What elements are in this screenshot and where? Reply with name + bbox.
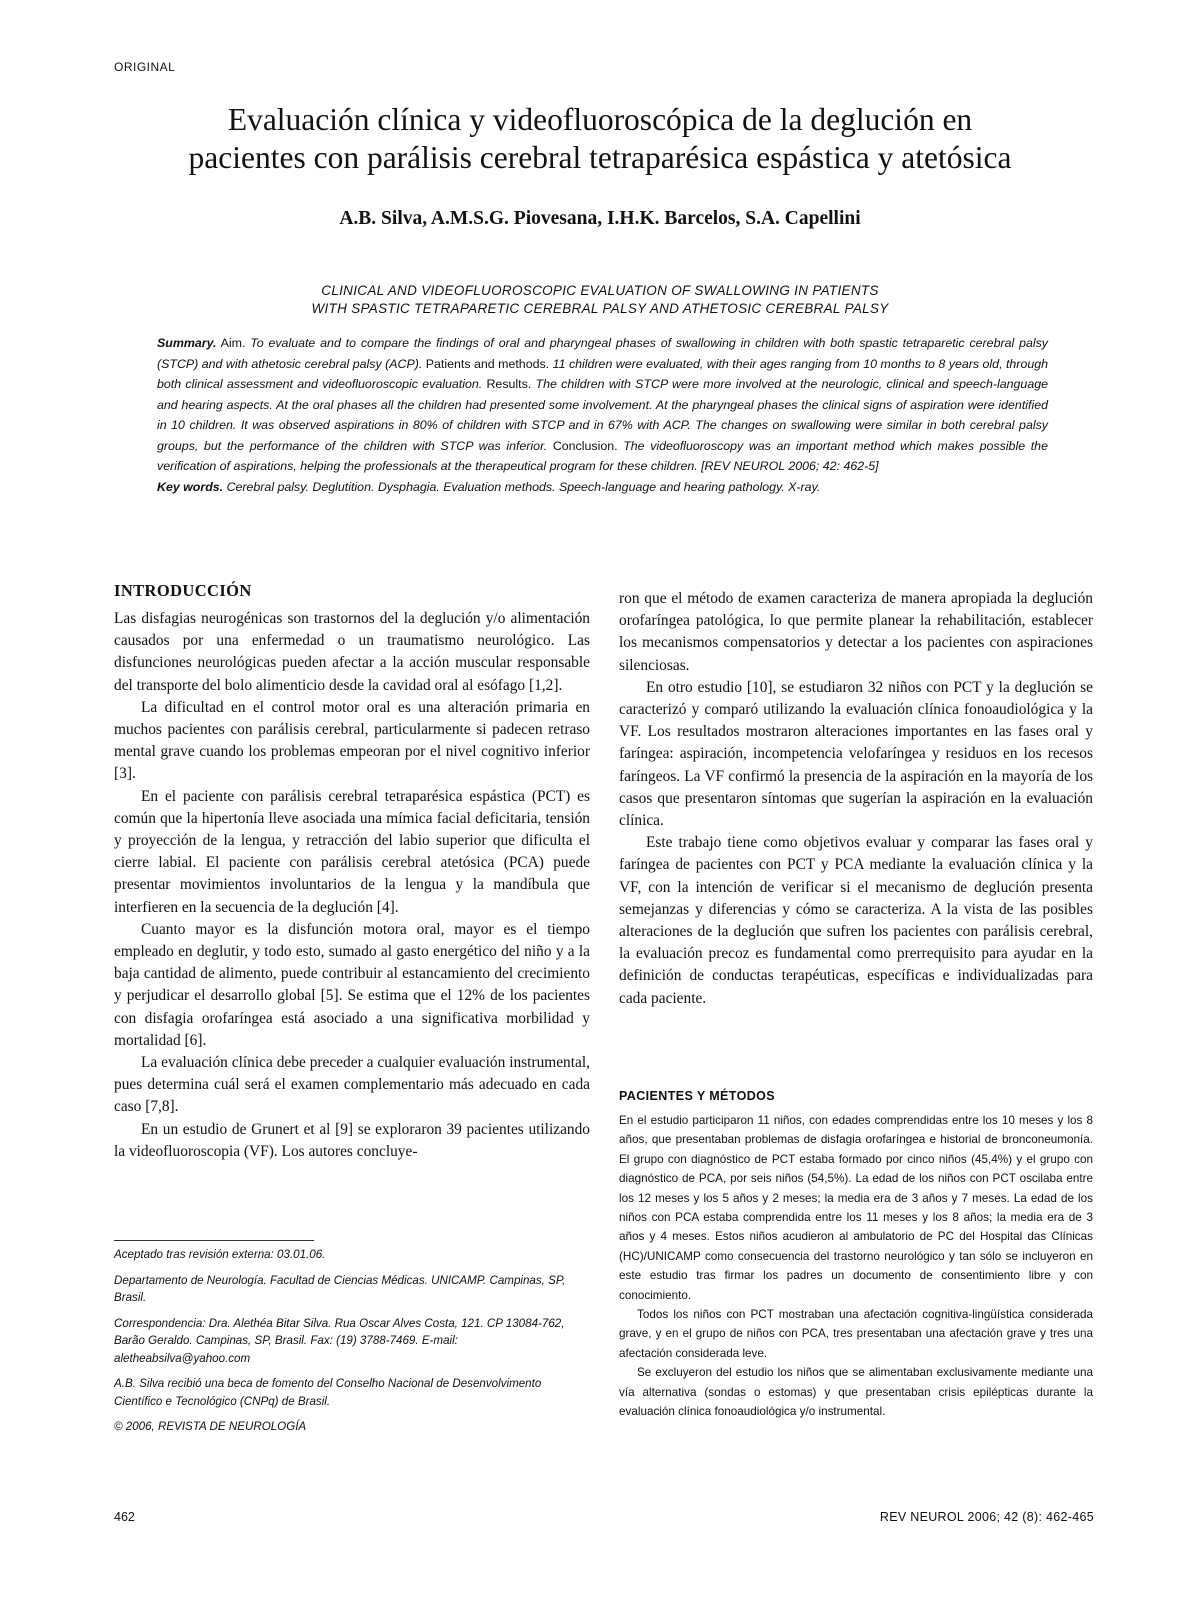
article-title-line-1: Evaluación clínica y videofluoroscópica de la deglución en bbox=[227, 102, 973, 137]
journal-citation: REV NEUROL 2006; 42 (8): 462-465 bbox=[879, 1510, 1094, 1524]
authors: A.B. Silva, A.M.S.G. Piovesana, I.H.K. Barcelos, S.A. Capellini bbox=[339, 208, 861, 229]
article-title bbox=[100, 101, 1100, 177]
accepted-note: Aceptado tras revisión externa: 03.01.06. bbox=[114, 1248, 326, 1261]
footnotes bbox=[114, 1246, 590, 1444]
keywords-label: Key words. bbox=[157, 479, 224, 494]
conclusion-text: The videofluoroscopy was an important method which makes possible the verification of aspirations, helping the professionals at the therapeutical program for these children. [REV NEUROL 2006; 42: 462-5] bbox=[157, 438, 1048, 473]
intro-paragraph: Las disfagias neurogénicas son trastornos del la deglución y/o alimentación causados por una enfermedad o un traumatismo neurológico. Las disfunciones neurológicas pueden afectar a la acción muscular responsable del transporte del bolo alimenticio desde la cavidad oral al esófago [1,2]. bbox=[114, 610, 590, 694]
methods-label: Patients and methods. bbox=[425, 356, 550, 371]
intro-heading: INTRODUCCIÓN bbox=[114, 581, 252, 600]
intro-paragraph: Este trabajo tiene como objetivos evaluar y comparar las fases oral y faríngea de pacientes con PCT y PCA mediante la evaluación clínica y la VF, con la intención de verificar si el mecanismo de deglución presenta semejanzas y diferencias y cómo se caracteriza. A la vista de las posibles alteraciones de la deglución que sufren los pacientes con parálisis cerebral, la evaluación precoz es fundamental como prerrequisito para ayudar en la definición de conductas terapéuticas, específicas e individualizadas para cada paciente. bbox=[619, 834, 1093, 1007]
summary-paragraph bbox=[157, 333, 1048, 477]
intro-paragraph: Cuanto mayor es la disfunción motora oral, mayor es el tiempo empleado en deglutir, y todo esto, sumado al gasto energético del niño y a la baja cantidad de alimento, puede contribuir al estancamiento del crecimiento y perjudicar el desarrollo global [5]. Se estima que el 12% de los pacientes con disfagia orofaríngea está asociado a una significativa morbilidad y mortalidad [6]. bbox=[114, 920, 590, 1049]
keywords-text: Cerebral palsy. Deglutition. Dysphagia. Evaluation methods. Speech-language and hearing pathology. X-ray. bbox=[226, 479, 821, 494]
intro-paragraph: En un estudio de Grunert et al [9] se exploraron 39 pacientes utilizando la videofluoroscopia (VF). Los autores concluye- bbox=[114, 1120, 590, 1160]
english-title bbox=[150, 282, 1050, 318]
results-text: The children with STCP were more involved at the neurologic, clinical and speech-language and hearing aspects. At the oral phases all the children had presented some involvement. At the pharyngeal phases the clinical signs of aspiration were identified in 10 children. It was observed aspirations in 80% of children with STCP and in 67% with ACP. The changes on swallowing were similar in both cerebral palsy groups, but the performance of the children with STCP was inferior. bbox=[157, 377, 1048, 453]
methods-paragraph: Se excluyeron del estudio los niños que se alimentaban exclusivamente mediante una vía alternativa (sondas o estomas) y que presentaban crisis epilépticas durante la evaluación clínica fonoaudiológica y/o instrumental. bbox=[619, 1366, 1093, 1419]
funding-note: A.B. Silva recibió una beca de fomento del Conselho Nacional de Desenvolvimento Científico e Tecnológico (CNPq) de Brasil. bbox=[114, 1377, 542, 1408]
column-left bbox=[114, 608, 590, 1163]
methods-text-block bbox=[619, 1111, 1093, 1422]
intro-paragraph: La dificultad en el control motor oral es una alteración primaria en muchos pacientes con parálisis cerebral, particularmente si padecen retraso mental grave cuando los problemas empeoran por el nivel cognitivo inferior [3]. bbox=[114, 698, 590, 783]
correspondence-note: Correspondencia: Dra. Alethéa Bitar Silva. Rua Oscar Alves Costa, 121. CP 13084-762, Barão Geraldo. Campinas, SP, Brasil. Fax: (19) 3788-7469. E-mail: aletheabsilva@yahoo.com bbox=[114, 1316, 565, 1365]
aim-text: To evaluate and to compare the findings of oral and pharyngeal phases of swallowing in children with both spastic tetraparetic cerebral palsy (STCP) and with athetosic cerebral palsy (ACP). bbox=[157, 336, 1048, 371]
english-title-line-1: CLINICAL AND VIDEOFLUOROSCOPIC EVALUATION OF SWALLOWING IN PATIENTS bbox=[321, 283, 879, 298]
methods-paragraph: En el estudio participaron 11 niños, con edades comprendidas entre los 10 meses y los 8 años, que presentaban problemas de disfagia orofaríngea e historial de bronconeumonía. El grupo con diagnóstico de PCT estaba formado por cinco niños (45,4%) y el grupo con diagnóstico de PCA, por seis niños (54,5%). La edad de los niños con PCT oscilaba entre los 12 meses y los 5 años y 2 meses; la media era de 3 años y 7 meses. La edad de los niños con PCA estaba comprendida entre los 11 meses y los 8 años; la media era de 3 años y 4 meses. Estos niños acudieron al ambulatorio de PC del Hospital das Clínicas (HC)/UNICAMP como consecuencia del trastorno neurológico y tan sólo se incluyeron en este estudio tras firmar los padres un documento de consentimiento libre y con conocimiento. bbox=[619, 1114, 1093, 1302]
english-title-line-2: WITH SPASTIC TETRAPARETIC CEREBRAL PALSY AND ATHETOSIC CEREBRAL PALSY bbox=[311, 301, 889, 316]
aim-label: Aim. bbox=[220, 336, 246, 350]
column-right bbox=[619, 588, 1093, 1010]
intro-paragraph-continued: ron que el método de examen caracteriza de manera apropiada la deglución orofaríngea patológica, lo que permite planear la rehabilitación, establecer los mecanismos compensatorios y detectar a los pacientes con aspiraciones silenciosas. bbox=[619, 590, 1093, 674]
intro-paragraph: En el paciente con parálisis cerebral tetraparésica espástica (PCT) es común que la hipertonía lleve asociada una mímica facial deficitaria, tensión y proyección de la lengua, y retracción del labio superior que dificulta el cierre labial. El paciente con parálisis cerebral atetósica (PCA) puede presentar movimientos involuntarios de la lengua y la mandíbula que interfieren en la secuencia de la deglución [4]. bbox=[114, 787, 590, 916]
intro-paragraph: En otro estudio [10], se estudiaron 32 niños con PCT y la deglución se caracterizó y comparó utilizando la evaluación clínica fonoaudiológica y la VF. Los resultados mostraron alteraciones importantes en las fases oral y faríngea: aspiración, incompetencia velofaríngea y residuos en los recesos faríngeos. La VF confirmó la presencia de la aspiración en la mayoría de los casos que presentaron síntomas que sugerían la aspiración en la evaluación clínica. bbox=[619, 678, 1093, 830]
keywords-paragraph bbox=[157, 477, 1048, 498]
methods-paragraph: Todos los niños con PCT mostraban una afectación cognitiva-lingüística considerada grave, y en el grupo de niños con PCA, tres presentaban una afectación grave y tres una afectación considerada leve. bbox=[619, 1308, 1093, 1360]
summary-label: Summary. bbox=[157, 336, 217, 350]
department-note: Departamento de Neurología. Facultad de Ciencias Médicas. UNICAMP. Campinas, SP, Brasil. bbox=[114, 1273, 566, 1304]
page-number: 462 bbox=[114, 1510, 135, 1524]
intro-paragraph: La evaluación clínica debe preceder a cualquier evaluación instrumental, pues determina cuál será el examen complementario más adecuado en cada caso [7,8]. bbox=[114, 1054, 590, 1116]
article-title-line-2: pacientes con parálisis cerebral tetraparésica espástica y atetósica bbox=[188, 140, 1012, 175]
conclusion-label: Conclusion. bbox=[552, 438, 618, 453]
summary-block bbox=[157, 333, 1048, 497]
copyright-note: © 2006, REVISTA DE NEUROLOGÍA bbox=[114, 1420, 307, 1433]
footnote-divider bbox=[114, 1240, 314, 1241]
section-label: ORIGINAL bbox=[114, 60, 176, 74]
methods-text: 11 children were evaluated, with their ages ranging from 10 months to 8 years old, through both clinical assessment and videofluoroscopic evaluation. bbox=[157, 356, 1049, 391]
methods-heading: PACIENTES Y MÉTODOS bbox=[619, 1089, 776, 1103]
results-label: Results. bbox=[486, 377, 532, 391]
